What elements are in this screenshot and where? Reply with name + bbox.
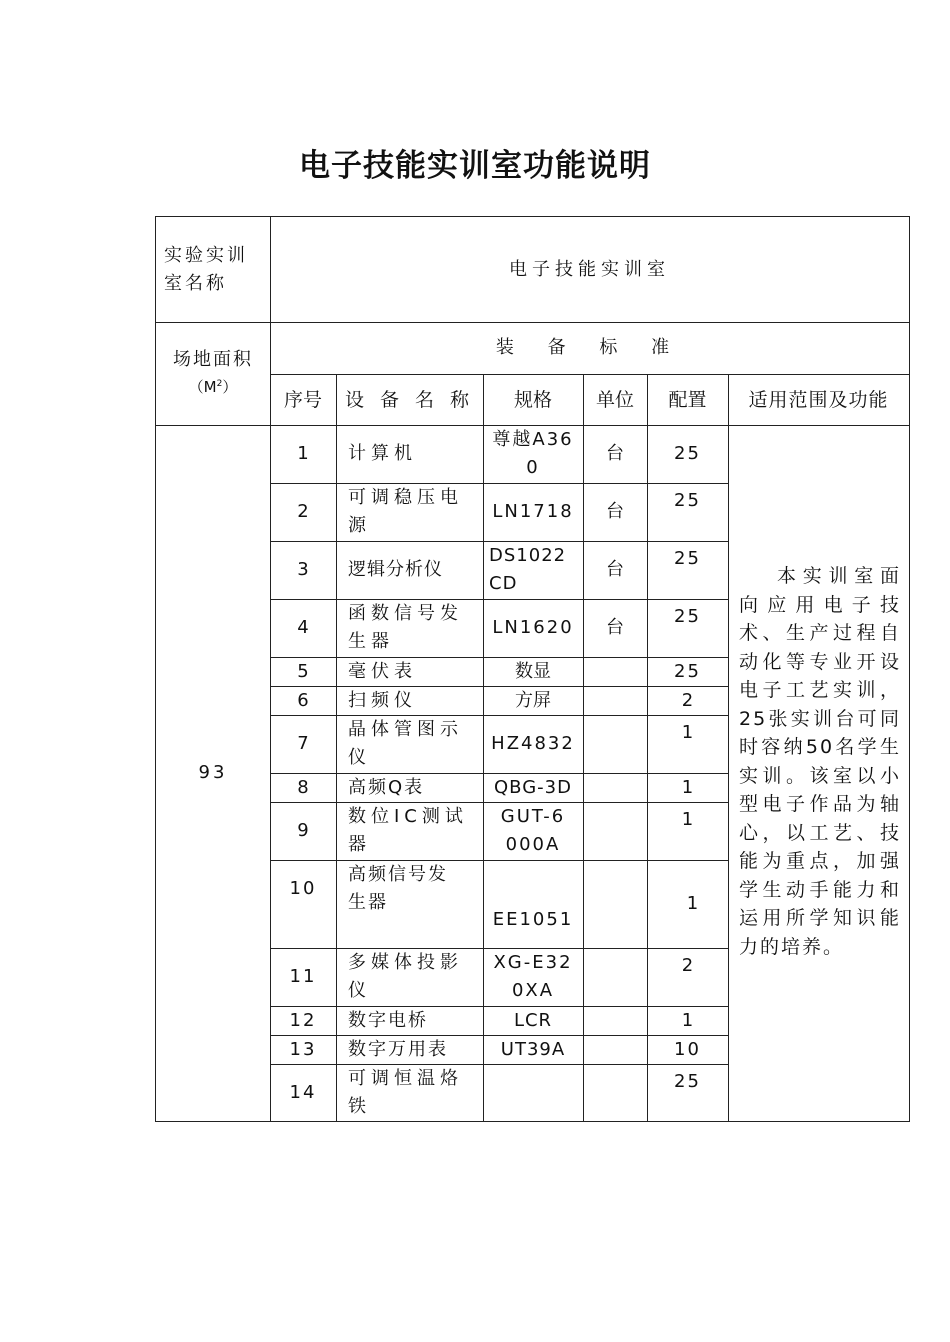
row-qty: 25 <box>674 1071 701 1092</box>
row-spec: GUT-6000A <box>500 806 566 855</box>
row-qty: 10 <box>674 1038 701 1060</box>
col-header-qty: 配置 <box>668 388 707 411</box>
row-unit: 台 <box>606 443 624 464</box>
row-no: 13 <box>289 1038 317 1060</box>
row-unit: 台 <box>606 559 624 580</box>
row-unit <box>583 802 647 860</box>
row-no: 1 <box>297 443 309 464</box>
row-unit <box>583 773 647 802</box>
row-name: 数字万用表 <box>348 1038 448 1060</box>
row-spec: EE1051 <box>492 909 574 930</box>
row-name: 毫伏表 <box>348 660 417 682</box>
row-name: 逻辑分析仪 <box>348 559 443 580</box>
row-spec: HZ4832 <box>491 733 575 754</box>
row-no: 9 <box>297 820 309 841</box>
function-description: 本实训室面向应用电子技术、生产过程自动化等专业开设电子工艺实训，25张实训台可同时容纳50名学生实训。该室以小型电子作品为轴心，以工艺、技能为重点，加强学生动手能力和运用所学知识能力的培养。 <box>739 565 901 958</box>
row-qty: 1 <box>681 776 694 798</box>
row-spec: QBG-3D <box>494 776 572 798</box>
row-name: 数位IC测试器 <box>348 806 468 855</box>
row-name: 高频Q表 <box>348 776 425 798</box>
row-unit: 台 <box>606 501 624 522</box>
row-qty: 1 <box>681 722 694 743</box>
row-no: 11 <box>289 966 317 987</box>
row-no: 5 <box>297 660 309 682</box>
row-spec <box>483 1064 583 1121</box>
row-spec: DS1022CD <box>489 545 567 594</box>
row-spec: LCR <box>513 1009 553 1031</box>
col-header-name: 设 备 名 称 <box>344 388 475 411</box>
row-no: 10 <box>289 878 317 899</box>
row-unit <box>583 948 647 1006</box>
row-unit <box>583 1006 647 1035</box>
row-no: 12 <box>289 1009 317 1031</box>
row-spec: XG-E320XA <box>493 952 573 1001</box>
row-spec: LN1718 <box>492 501 574 522</box>
row-qty: 25 <box>674 490 701 511</box>
row-name: 可调稳压电源 <box>348 487 463 536</box>
page-title: 电子技能实训室功能说明 <box>299 148 651 184</box>
row-no: 7 <box>297 733 309 754</box>
row-name: 高频信号发生器 <box>348 864 448 913</box>
col-header-no: 序号 <box>283 388 322 411</box>
row-name: 可调恒温烙铁 <box>348 1067 463 1117</box>
row-unit <box>583 1035 647 1064</box>
row-spec: 数显 <box>515 660 551 682</box>
row-spec: 方屏 <box>515 689 551 711</box>
row-qty: 25 <box>674 660 701 682</box>
row-qty: 1 <box>681 809 694 830</box>
row-unit <box>583 1064 647 1121</box>
row-spec: LN1620 <box>492 617 574 638</box>
row-qty: 1 <box>681 1009 694 1031</box>
area-label: 场地面积 <box>173 349 253 370</box>
row-qty: 1 <box>686 893 699 914</box>
row-no: 14 <box>289 1081 317 1103</box>
row-unit: 台 <box>606 617 624 638</box>
row-unit <box>583 715 647 773</box>
col-header-function: 适用范围及功能 <box>748 388 889 411</box>
row-name: 函数信号发生器 <box>348 603 463 652</box>
row-name: 扫频仪 <box>348 689 417 711</box>
room-name: 电子技能实训室 <box>509 258 670 280</box>
row-qty: 2 <box>681 955 694 976</box>
col-header-spec: 规格 <box>513 388 552 411</box>
row-no: 4 <box>297 617 309 638</box>
row-unit <box>583 860 647 948</box>
row-name: 多媒体投影仪 <box>348 952 463 1001</box>
row-qty: 25 <box>674 606 701 627</box>
row-no: 2 <box>297 501 309 522</box>
row-qty: 25 <box>674 443 701 464</box>
row-no: 3 <box>297 559 309 580</box>
row-qty: 25 <box>674 548 701 569</box>
row-unit <box>583 686 647 715</box>
row-qty: 2 <box>681 689 694 711</box>
row-spec: 尊越A360 <box>492 429 574 478</box>
row-name: 晶体管图示仪 <box>348 719 463 768</box>
area-label-cell <box>156 322 270 425</box>
row-no: 8 <box>297 776 309 798</box>
row-unit <box>583 657 647 686</box>
area-unit: $(M^2)$ <box>188 378 238 396</box>
row-name: 计算机 <box>348 443 417 464</box>
standard-header: 装 备 标 准 <box>495 337 684 358</box>
row-name: 数字电桥 <box>348 1009 428 1031</box>
room-name-label: 实验实训室名称 <box>164 244 248 294</box>
area-value: 93 <box>198 762 228 783</box>
row-no: 6 <box>297 689 309 711</box>
row-spec: UT39A <box>500 1038 566 1060</box>
col-header-unit: 单位 <box>595 388 634 411</box>
